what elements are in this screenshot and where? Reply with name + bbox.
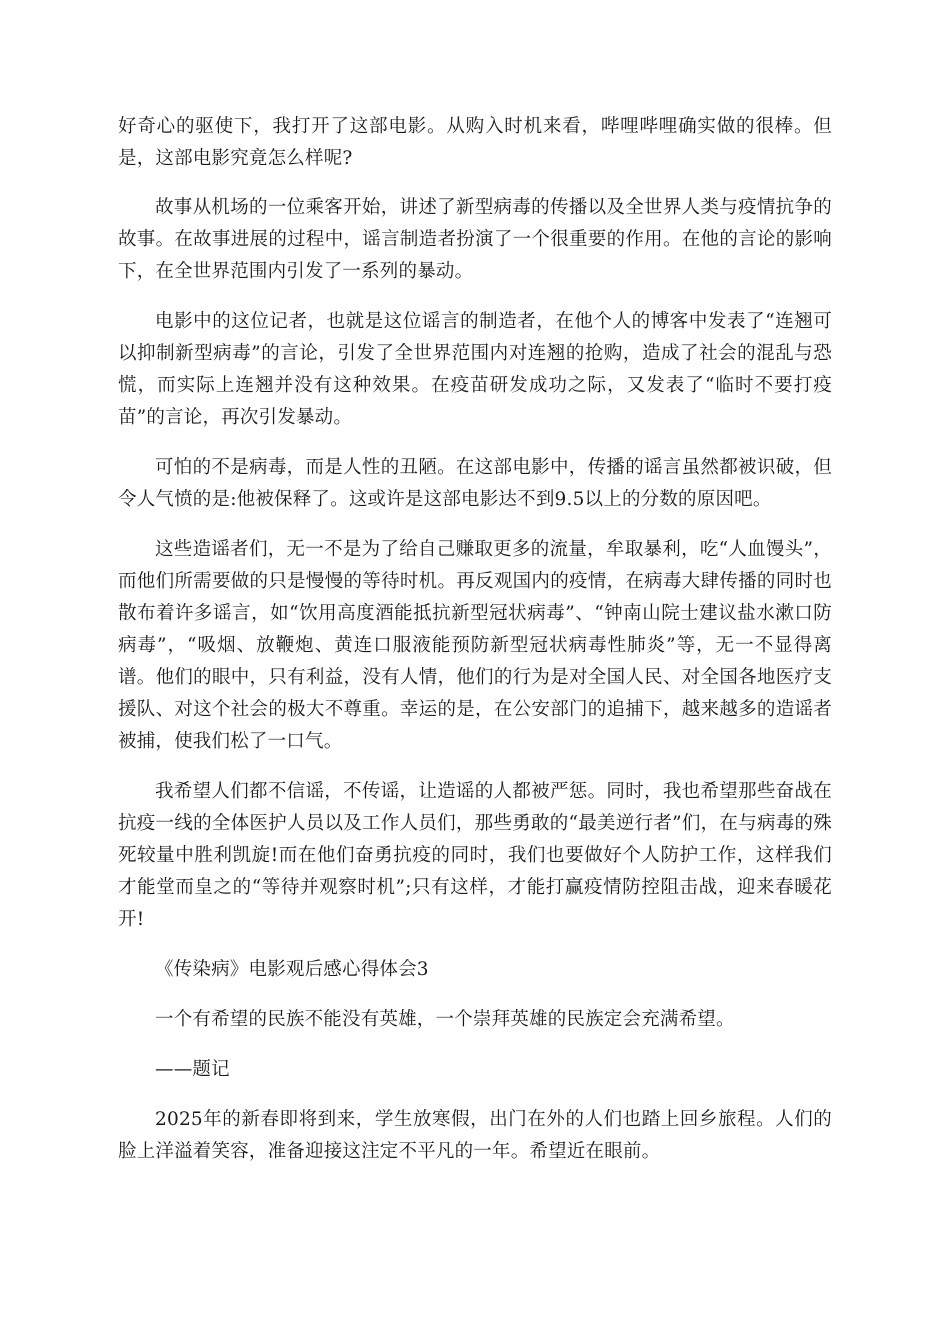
paragraph-rumor-makers: 这些造谣者们，无一不是为了给自己赚取更多的流量，牟取暴利，吃“人血馒头”，而他们所需要做的只是慢慢的等待时机。再反观国内的疫情，在病毒大肆传播的同时也散布着许多谣言，如“饮用高度酒能抵抗新型冠状病毒”、“钟南山院士建议盐水漱口防病毒”，“吸烟、放鞭炮、黄连口服液能预防新型冠状病毒性肺炎”等，无一不显得离谱。他们的眼中，只有利益，没有人情，他们的行为是对全国人民、对全国各地医疗支援队、对这个社会的极大不尊重。幸运的是，在公安部门的追捕下，越来越多的造谣者被捕，使我们松了一口气。: [118, 539, 832, 752]
epigraph-attribution: ——题记: [155, 1059, 230, 1080]
paragraph-journalist: 电影中的这位记者，也就是这位谣言的制造者，在他个人的博客中发表了“连翘可以抑制新型病毒”的言论，引发了全世界范围内对连翘的抢购，造成了社会的混乱与恐慌，而实际上连翘并没有这种效果。在疫苗研发成功之际，又发表了“临时不要打疫苗”的言论，再次引发暴动。: [118, 311, 832, 428]
paragraph-hope: 我希望人们都不信谣，不传谣，让造谣的人都被严惩。同时，我也希望那些奋战在抗疫一线的全体医护人员以及工作人员们，那些勇敢的“最美逆行者”们，在与病毒的殊死较量中胜利凯旋!而在他们奋勇抗疫的同时，我们也要做好个人防护工作，这样我们才能堂而皇之的“等待并观察时机”;只有这样，才能打赢疫情防控阻击战，迎来春暖花开!: [118, 781, 832, 930]
paragraph-human-nature: 可怕的不是病毒，而是人性的丑陋。在这部电影中，传播的谣言虽然都被识破，但令人气愤的是:他被保释了。这或许是这部电影达不到9.5以上的分数的原因吧。: [118, 457, 832, 510]
document-body: [118, 111, 832, 1186]
epigraph: 一个有希望的民族不能没有英雄，一个崇拜英雄的民族定会充满希望。: [155, 1009, 735, 1030]
paragraph-new-year: 2025年的新春即将到来，学生放寒假，出门在外的人们也踏上回乡旅程。人们的脸上洋溢着笑容，准备迎接这注定不平凡的一年。希望近在眼前。: [118, 1109, 832, 1162]
section-heading: 《传染病》电影观后感心得体会3: [155, 959, 429, 980]
paragraph-continuation: 好奇心的驱使下，我打开了这部电影。从购入时机来看，哔哩哔哩确实做的很棒。但是，这部电影究竟怎么样呢?: [118, 116, 832, 169]
paragraph-story-intro: 故事从机场的一位乘客开始，讲述了新型病毒的传播以及全世界人类与疫情抗争的故事。在故事进展的过程中，谣言制造者扮演了一个很重要的作用。在他的言论的影响下，在全世界范围内引发了一系列的暴动。: [118, 197, 832, 282]
